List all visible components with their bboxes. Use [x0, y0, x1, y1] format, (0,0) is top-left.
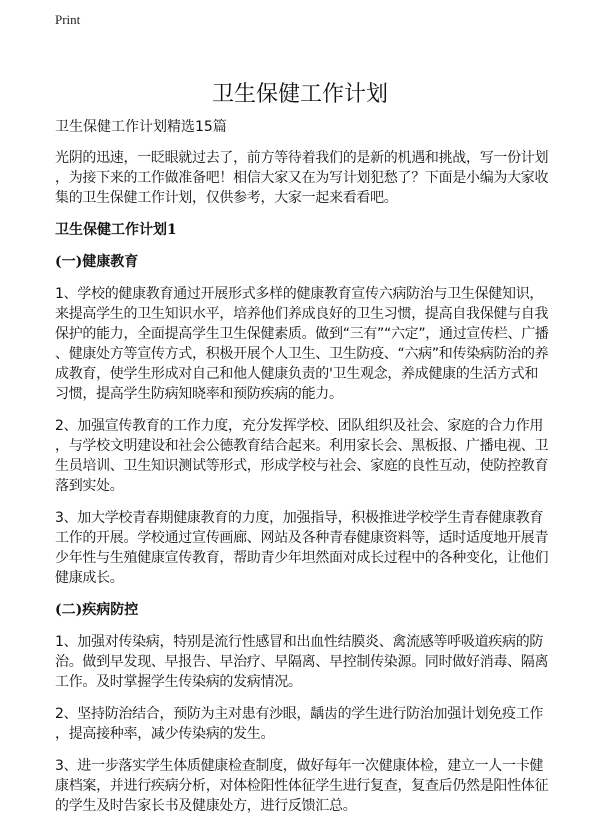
paragraph-line: 来提高学生的卫生知识水平，培养他们养成良好的卫生习惯，提高自我保健与自我 [55, 306, 549, 322]
paragraph [55, 704, 555, 744]
paragraph-line: 工作。及时掌握学生传染病的发病情况。 [55, 674, 302, 690]
print-link[interactable]: Print [55, 12, 81, 27]
paragraph-line: 3、加大学校青春期健康教育的力度，加强指导，积极推进学校学生青春健康教育 [55, 510, 544, 526]
subtitle: 卫生保健工作计划精选15篇 [55, 119, 227, 135]
paragraph-line: 落到实处。 [55, 478, 124, 494]
paragraph-line: 1、学校的健康教育通过开展形式多样的健康教育宣传六病防治与卫生保健知识， [55, 286, 544, 302]
page-title: 卫生保健工作计划 [211, 82, 388, 107]
document-sections [55, 148, 555, 816]
section-heading: (一)健康教育 [55, 254, 139, 270]
paragraph [55, 632, 555, 692]
paragraph [55, 756, 555, 816]
paragraph-line: 的学生及时告家长书及健康处方，进行反馈汇总。 [55, 798, 357, 814]
document-body [55, 117, 555, 828]
paragraph-line: 习惯，提高学生防病知晓率和预防疾病的能力。 [55, 386, 343, 402]
section-heading: (二)疾病防控 [55, 602, 139, 618]
paragraph-line: 康档案，并进行疾病分析，对体检阳性体征学生进行复查，复查后仍然是阳性体征 [55, 778, 549, 794]
paragraph-line: 2、加强宣传教育的工作力度，充分发挥学校、团队组织及社会、家庭的合力作用 [55, 418, 544, 434]
paragraph-line: ，与学校文明建设和社会公德教育结合起来。利用家长会、黑板报、广播电视、卫 [55, 438, 549, 454]
paragraph-line: 成教育，使学生形成对自己和他人健康负责的'卫生观念，养成健康的生活方式和 [55, 366, 539, 382]
paragraph-line: 2、坚持防治结合，预防为主对患有沙眼，龋齿的学生进行防治加强计划免疫工作 [55, 706, 544, 722]
paragraph-line: ，提高接种率，减少传染病的发生。 [55, 726, 275, 742]
paragraph [55, 148, 555, 208]
paragraph [55, 284, 555, 404]
paragraph [55, 416, 555, 496]
paragraph-line: 治。做到早发现、早报告、早治疗、早隔离、早控制传染源。同时做好消毒、隔离 [55, 654, 549, 670]
section-heading: 卫生保健工作计划1 [55, 222, 177, 238]
paragraph-line: 集的卫生保健工作计划，仅供参考，大家一起来看看吧。 [55, 190, 398, 206]
paragraph-line: 工作的开展。学校通过宣传画廊、网站及各种青春健康资料等，适时适度地开展青 [55, 530, 549, 546]
paragraph-line: ，为接下来的工作做准备吧！相信大家又在为写计划犯愁了？下面是小编为大家收 [55, 170, 549, 186]
paragraph-line: 生员培训、卫生知识测试等形式，形成学校与社会、家庭的良性互动，使防控教育 [55, 458, 549, 474]
paragraph-line: 3、进一步落实学生体质健康检查制度，做好每年一次健康体检，建立一人一卡健 [55, 758, 544, 774]
paragraph [55, 508, 555, 588]
paragraph-line: 1、加强对传染病，特别是流行性感冒和出血性结膜炎、禽流感等呼吸道疾病的防 [55, 634, 544, 650]
paragraph-line: 、健康处方等宣传方式，积极开展个人卫生、卫生防疫、“六病”和传染病防治的养 [55, 346, 549, 362]
paragraph-line: 健康成长。 [55, 570, 124, 586]
paragraph-line: 保护的能力，全面提高学生卫生保健素质。做到“三有”“六定”，通过宣传栏、广播 [55, 326, 549, 342]
paragraph-line: 少年性与生殖健康宣传教育，帮助青少年坦然面对成长过程中的各种变化，让他们 [55, 550, 549, 566]
paragraph-line: 光阴的迅速，一眨眼就过去了，前方等待着我们的是新的机遇和挑战，写一份计划 [55, 150, 549, 166]
